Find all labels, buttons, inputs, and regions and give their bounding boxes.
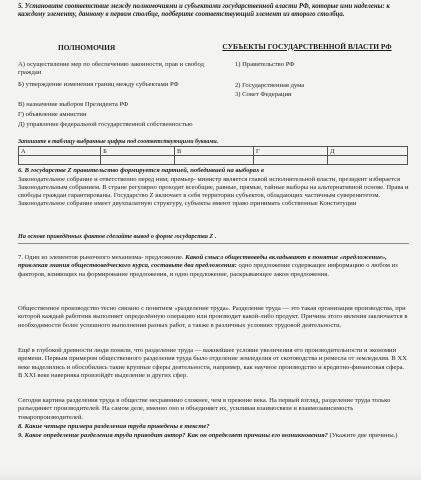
power-d: Д) управление федеральной государственной собственностью: [18, 121, 193, 128]
answer-cell-d[interactable]: [328, 156, 408, 165]
answer-cell-v[interactable]: [174, 156, 253, 165]
power-a: А) осуществление мер по обеспечению законности, прав и свобод граждан: [18, 61, 204, 77]
question-9: [18, 432, 409, 440]
task7-intro: 7. Один из элементов рыночного механизма- предложение.: [18, 254, 184, 261]
answer-letter-row: [19, 147, 408, 156]
task6-footer: На основе приведённых фактов сделайте вывод о форме государства Z .: [18, 233, 217, 240]
power-b: Б) утверждение изменения границ между субъектами РФ: [18, 81, 179, 88]
question-9-tail: (Укажите две причины.): [329, 432, 398, 439]
text-paragraph-1: Общественное производство тесно связано с понятием «разделение труда». Разделение труда — это такая организация производства, при которой каждый работник выполняет определённую операцию или производит какой-либо продукт. Причина этого явления заключается в необходимости более успешного выполнения разных работ, а также в различных условиях трудовой деятельности.: [18, 305, 408, 329]
task7-question: Какой смысл обществоведы вкладывают в понятие «предложение», привлекая знания обществоведческого курса, составьте два предложения:: [18, 254, 387, 270]
answer-letter-g: Г: [253, 147, 327, 156]
power-v: В) назначение выборов Президента РФ: [18, 101, 129, 108]
task5-instruction: Запишите в таблицу выбранные цифры под соответствующими буквами.: [18, 139, 219, 145]
text-paragraph-3: Сегодня картина разделения труда в обществе несравнимо сложнее, чем в прежние века. На первый взгляд, разделение труда только разъединяет производителей. На самом деле, именно оно и объединяет их, усиливая взаимосвязи и взаимозависимость товаропроизводителей.: [18, 397, 391, 421]
answer-digit-row: [19, 156, 408, 165]
subjects-header: СУБЪЕКТЫ ГОСУДАРСТВЕННОЙ ВЛАСТИ РФ: [222, 42, 392, 51]
task6-text: Законодательное собрание и ответственно перед ним; премьер- министр является главой исполнительной власти, президент избирается Законодательным собранием. В стране регулярно проходят всеобщие, равные, прямые, тайные выборы на альтернативной основе. Права и свободы граждан гарантированы. Государство Z включает в себя территории субъектов, обладающих частичным суверенитетом. Законодательное собрание имеет двухпалатную структуру, субъекты имеют право принимать собственные Конституции: [18, 175, 409, 208]
text-paragraph-2: Ещё в глубокой древности люди поняли, что разделение труда — важнейшее условие увеличения его производительности и экономии времени. Первым примером общественного разделения труда было отделение земледелия от скотоводства и ремесла от земледелия. В XX веке выделились и обособились такие крупные сферы деятельности, например, как научное производство и кредитно-финансовая сфера. В XXI веке наверняка произойдёт выделение и других сфер.: [18, 347, 407, 379]
subject-1: 1) Правительство РФ: [235, 61, 295, 68]
task6-title: 6. В государстве Z правительство формируется партией, победившей на выборах в: [18, 167, 264, 174]
answer-cell-b[interactable]: [101, 156, 175, 165]
answer-cell-a[interactable]: [19, 156, 101, 165]
task5-title: 5. Установите соответствие между полномочиями и субъектами государственной власти РФ, которые ими наделены: к каждому элементу, данному в первом столбце, подберите соответствующий элемент из второго столбца.: [18, 3, 390, 19]
subject-2: 2) Государственная дума: [235, 82, 305, 89]
bottom-shadow: [0, 468, 421, 480]
answer-table: [18, 146, 408, 165]
answer-letter-b: Б: [101, 147, 175, 156]
answer-cell-g[interactable]: [253, 156, 327, 165]
question-8: 8. Какие четыре примера разделения труда приведены в тексте?: [18, 423, 210, 430]
answer-letter-v: В: [174, 147, 253, 156]
subject-3: 3) Совет Федерации: [235, 91, 292, 98]
question-9-main: 9. Какое определение разделения труда приводит автор? Как он определяет причины его возникновения?: [18, 432, 328, 439]
power-g: Г) объявление амнистии: [18, 111, 87, 118]
answer-letter-d: Д: [328, 147, 408, 156]
task7-text: [18, 254, 409, 279]
task7-tail: одно предложение содержащее информацию о любом из факторов, влияющих на формирование предложения, и одно предложение, раскрывающее закон предложения.: [18, 262, 398, 278]
powers-header: ПОЛНОМОЧИЯ: [58, 43, 116, 52]
divider: [18, 243, 409, 244]
answer-letter-a: А: [19, 147, 101, 156]
